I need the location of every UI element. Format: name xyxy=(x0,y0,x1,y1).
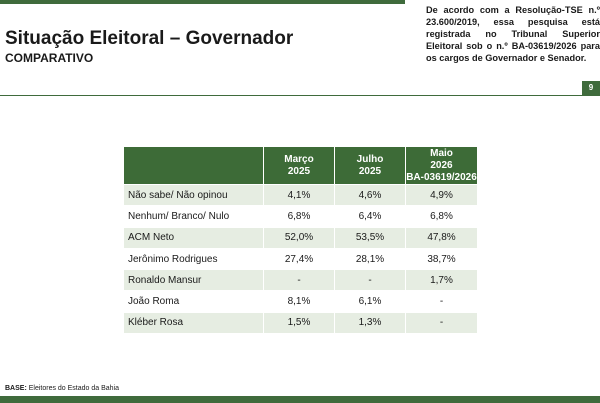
cell-july-2025: 4,6% xyxy=(335,185,406,206)
top-accent-bar xyxy=(0,0,405,4)
cell-march-2025: 1,5% xyxy=(264,312,335,333)
header-month: Março xyxy=(284,153,314,165)
table-row xyxy=(124,206,478,227)
header-divider xyxy=(0,95,600,96)
base-label: BASE: xyxy=(5,385,27,392)
bottom-accent-bar xyxy=(0,396,600,403)
cell-july-2025: 28,1% xyxy=(335,248,406,269)
header-month: Maio xyxy=(430,147,453,159)
header-year: 2025 xyxy=(287,165,311,177)
cell-may-2026: 6,8% xyxy=(406,206,478,227)
cell-may-2026: 4,9% xyxy=(406,185,478,206)
table-header-row xyxy=(124,147,478,185)
cell-march-2025: 8,1% xyxy=(264,291,335,312)
table-row xyxy=(124,185,478,206)
cell-may-2026: 38,7% xyxy=(406,248,478,269)
row-label: Kléber Rosa xyxy=(124,312,264,333)
page-title: Situação Eleitoral – Governador xyxy=(5,28,294,49)
cell-march-2025: 4,1% xyxy=(264,185,335,206)
header-year: 2025 xyxy=(358,165,382,177)
base-text: Eleitores do Estado da Bahia xyxy=(26,385,120,392)
cell-march-2025: 52,0% xyxy=(264,227,335,248)
header-candidate-column xyxy=(124,147,264,185)
cell-may-2026: 47,8% xyxy=(406,227,478,248)
page-number-badge: 9 xyxy=(582,81,600,95)
cell-march-2025: 27,4% xyxy=(264,248,335,269)
header-col-july-2025 xyxy=(335,147,406,185)
comparison-table xyxy=(123,146,478,334)
table-row xyxy=(124,291,478,312)
base-note xyxy=(5,385,119,392)
header-month: Julho xyxy=(356,153,384,165)
table-row xyxy=(124,227,478,248)
cell-may-2026: - xyxy=(406,291,478,312)
tse-registration-note: De acordo com a Resolução-TSE n.º 23.600/2019, essa pesquisa está registrada no Tribunal Superior Eleitoral sob o n.º BA-03619/2026 para os cargos de Governador e Senador. xyxy=(426,5,600,63)
table-row xyxy=(124,270,478,291)
header-year: 2026 xyxy=(430,159,453,171)
cell-july-2025: 6,1% xyxy=(335,291,406,312)
cell-july-2025: 53,5% xyxy=(335,227,406,248)
table-row xyxy=(124,312,478,333)
header-registration-code: BA-03619/2026 xyxy=(406,171,477,183)
row-label: Jerônimo Rodrigues xyxy=(124,248,264,269)
cell-july-2025: - xyxy=(335,270,406,291)
cell-july-2025: 1,3% xyxy=(335,312,406,333)
table-row xyxy=(124,248,478,269)
cell-may-2026: - xyxy=(406,312,478,333)
header-col-may-2026 xyxy=(406,147,478,185)
cell-march-2025: - xyxy=(264,270,335,291)
row-label: Ronaldo Mansur xyxy=(124,270,264,291)
cell-march-2025: 6,8% xyxy=(264,206,335,227)
row-label: João Roma xyxy=(124,291,264,312)
page-subtitle: COMPARATIVO xyxy=(5,51,94,65)
row-label: Não sabe/ Não opinou xyxy=(124,185,264,206)
cell-may-2026: 1,7% xyxy=(406,270,478,291)
header-col-march-2025 xyxy=(264,147,335,185)
cell-july-2025: 6,4% xyxy=(335,206,406,227)
row-label: ACM Neto xyxy=(124,227,264,248)
row-label: Nenhum/ Branco/ Nulo xyxy=(124,206,264,227)
